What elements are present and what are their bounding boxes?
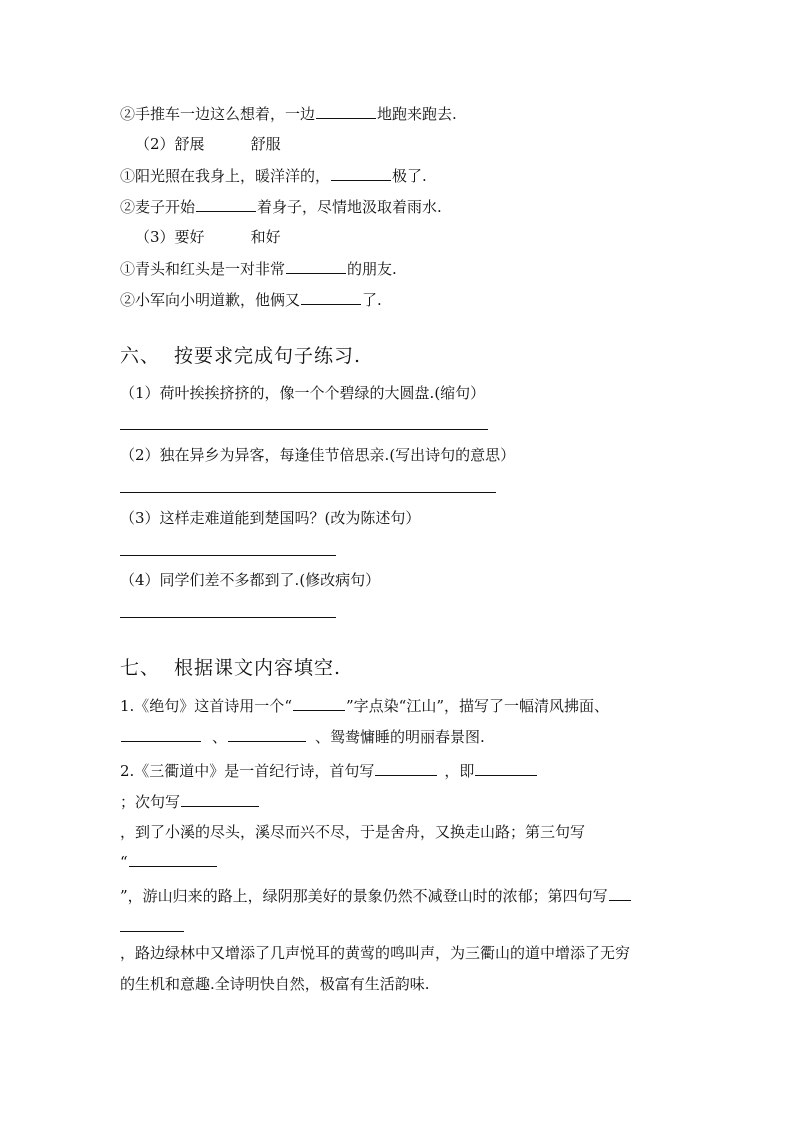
- fill-blank[interactable]: [293, 696, 345, 711]
- paragraph-text: ；次句写: [120, 793, 181, 811]
- s6-question4: （4）同学们差不多都到了.(修改病句）: [120, 571, 381, 589]
- paragraph-text: 2.《三衢道中》是一首纪行诗，首句写: [120, 762, 375, 780]
- s7-p2-line4: [120, 852, 218, 871]
- sentence-text: 小军向小明道歉，他俩又: [135, 291, 301, 309]
- paragraph-text: ”字点染“江山”，描写了一幅清风拂面、: [345, 697, 609, 715]
- s5-group2-sentence2: [120, 197, 442, 216]
- paragraph-text: 、鸳鸯慵睡的明丽春景图.: [315, 728, 485, 746]
- paragraph-text: ”，游山归来的路上，绿阴那美好的景象仍然不减登山时的浓郁；第四句写: [120, 887, 608, 905]
- answer-line[interactable]: [120, 617, 336, 618]
- section-number: 七、: [120, 657, 161, 679]
- section6-heading: [120, 345, 361, 367]
- fill-blank[interactable]: [121, 727, 201, 742]
- circled-number: ②: [120, 291, 136, 309]
- paragraph-text: 1.《绝句》这首诗用一个“: [120, 697, 292, 715]
- s6-question2: （2）独在异乡为异客，每逢佳节倍思亲.(写出诗句的意思）: [120, 446, 516, 464]
- sentence-text: 着身子，尽情地汲取着雨水.: [257, 198, 442, 216]
- open-quote: “: [120, 853, 128, 871]
- section7-heading: [120, 657, 341, 679]
- circled-number: ①: [120, 167, 136, 185]
- s5-group3-sentence1: [120, 259, 397, 278]
- word-choice: 和好: [250, 228, 281, 246]
- s7-p2-line1: [120, 761, 538, 780]
- section-title: 按要求完成句子练习.: [174, 345, 362, 367]
- group-number: （2）: [135, 135, 175, 153]
- s7-p2-line5: [120, 886, 632, 905]
- s5-item1-sentence2: [120, 104, 457, 123]
- answer-line[interactable]: [120, 429, 488, 430]
- s6-question1: （1）荷叶挨挨挤挤的，像一个个碧绿的大圆盘.(缩句）: [120, 384, 486, 402]
- sentence-text: 手推车一边这么想着，一边: [135, 105, 316, 123]
- sentence-text: 麦子开始: [135, 198, 196, 216]
- fill-blank[interactable]: [181, 792, 259, 807]
- sentence-text: 了.: [362, 291, 382, 309]
- fill-blank[interactable]: [375, 761, 437, 776]
- fill-blank[interactable]: [196, 197, 256, 212]
- fill-blank[interactable]: [228, 727, 306, 742]
- answer-line[interactable]: [120, 492, 496, 493]
- answer-line[interactable]: [120, 555, 336, 556]
- sentence-text: 极了.: [392, 167, 427, 185]
- fill-blank[interactable]: [301, 290, 361, 305]
- fill-blank[interactable]: [286, 259, 346, 274]
- fill-blank[interactable]: [129, 852, 217, 867]
- s5-group3-sentence2: [120, 290, 382, 309]
- sentence-text: 地跑来跑去.: [377, 105, 457, 123]
- paragraph-text: ，即: [444, 762, 475, 780]
- fill-blank[interactable]: [331, 166, 391, 181]
- word-choice: 舒展: [174, 135, 205, 153]
- circled-number: ②: [120, 198, 136, 216]
- s5-group3-label: [135, 228, 281, 246]
- s6-question3: （3）这样走难道能到楚国吗？(改为陈述句）: [120, 509, 421, 527]
- s7-p1-line1: [120, 696, 609, 715]
- sentence-text: 阳光照在我身上，暖洋洋的，: [135, 167, 331, 185]
- section-number: 六、: [120, 345, 161, 367]
- fill-blank[interactable]: [316, 104, 376, 119]
- s5-group2-label: [135, 135, 281, 153]
- sentence-text: 的朋友.: [347, 260, 397, 278]
- s7-p2-line3: ，到了小溪的尽头，溪尽而兴不尽，于是舍舟，又换走山路；第三句写: [120, 823, 586, 841]
- fill-blank[interactable]: [475, 761, 537, 776]
- s5-group2-sentence1: [120, 166, 427, 185]
- s7-p2-line7: 的生机和意趣.全诗明快自然，极富有生活韵味.: [120, 975, 430, 993]
- answer-line[interactable]: [120, 931, 184, 932]
- circled-number: ①: [120, 260, 136, 278]
- sentence-text: 青头和红头是一对非常: [135, 260, 286, 278]
- fill-blank[interactable]: [609, 886, 631, 901]
- word-choice: 要好: [174, 228, 205, 246]
- word-choice: 舒服: [250, 135, 281, 153]
- separator: 、: [212, 728, 228, 746]
- s7-p1-line2: [120, 727, 485, 746]
- s7-p2-line2: [120, 792, 260, 811]
- section-title: 根据课文内容填空.: [174, 657, 342, 679]
- group-number: （3）: [135, 228, 175, 246]
- s7-p2-line6: ，路边绿林中又增添了几声悦耳的黄莺的鸣叫声，为三衢山的道中增添了无穷: [120, 944, 631, 962]
- circled-number: ②: [120, 105, 136, 123]
